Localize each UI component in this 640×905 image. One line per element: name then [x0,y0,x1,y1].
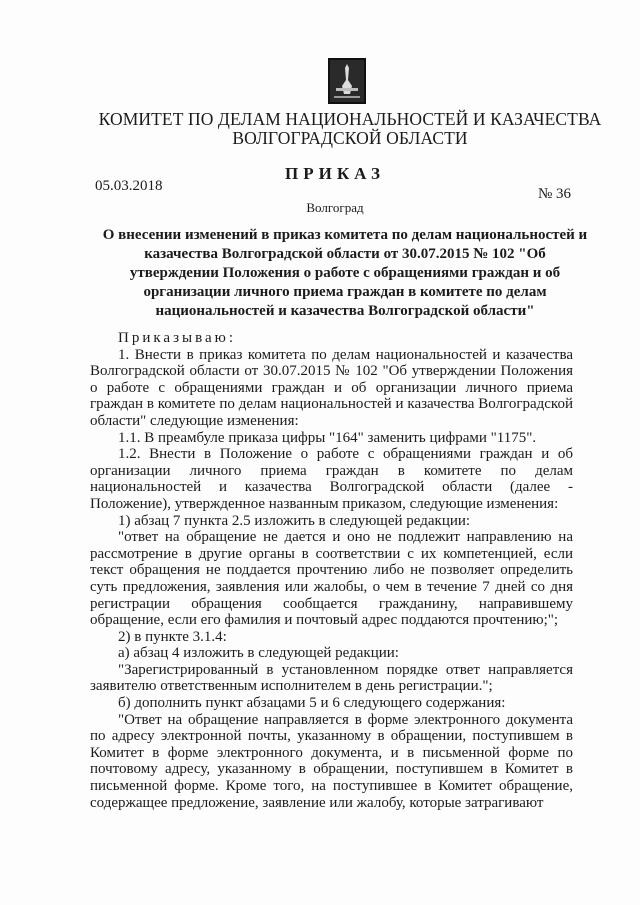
item-2a: а) абзац 4 изложить в следующей редакции: [118,645,399,662]
organization-name [90,110,610,148]
volgograd-emblem-icon [328,58,366,104]
org-line-2: ВОЛГОГРАДСКОЙ ОБЛАСТИ [232,128,468,148]
document-body [90,330,573,811]
org-line-1: КОМИТЕТ ПО ДЕЛАМ НАЦИОНАЛЬНОСТЕЙ И КАЗАЧЕСТВА [98,109,602,129]
title-line: О внесении изменений в приказ комитета по делам национальностей и [102,227,588,243]
document-title [95,226,595,321]
title-line: утверждении Положения о работе с обращениями граждан и об [129,265,561,281]
document-number: № 36 [538,186,572,202]
document-type: ПРИКАЗ [285,164,385,183]
document-date: 05.03.2018 [95,178,163,194]
order-word: Приказываю: [118,330,236,346]
paragraph-1-1: 1.1. В преамбуле приказа цифры "164" заменить цифрами "1175". [118,429,537,446]
item-1: 1) абзац 7 пункта 2.5 изложить в следующей редакции: [118,512,471,529]
title-line: национальностей и казачества Волгоградской области" [155,303,535,319]
item-2b: б) дополнить пункт абзацами 5 и 6 следующего содержания: [118,695,506,712]
quote-1: "ответ на обращение не дается и оно не подлежит направлению на рассмотрение в другие органы в соответствии с их компетенцией, если текст обращения не поддается прочтению либо не позволяет определить суть предложения, заявления или жалобы, о чем в течение 7 дней со дня регистрации обращения сообщается гражданину, направившему обращение, если его фамилия и почтовый адрес поддаются прочтению;"; [90,529,573,629]
quote-2: "Зарегистрированный в установленном порядке ответ направляется заявителю ответственным исполнителем в день регистрации."; [90,661,573,695]
quote-3: "Ответ на обращение направляется в форме электронного документа по адресу электронной почты, указанному в обращении, поступившем в Комитет в форме электронного документа, и в письменной форме по почтовому адресу, указанному в обращении, поступившем в Комитет в письменной форме. Кроме того, на поступившее в Комитет обращение, содержащее предложение, заявление или жалобу, которые затрагивают [90,711,573,811]
item-2: 2) в пункте 3.1.4: [118,628,227,645]
paragraph-1: 1. Внести в приказ комитета по делам национальностей и казачества Волгоградской области от 30.07.2015 № 102 "Об утверждении Положения о работе с обращениями граждан и об организации личного приема граждан в комитете по делам национальностей и казачества Волгоградской области" следующие изменения: [90,346,573,429]
document-city: Волгоград [306,200,364,215]
paragraph-1-2: 1.2. Внести в Положение о работе с обращениями граждан и об организации личного приема граждан в комитете по делам национальностей и казачества Волгоградской области (далее - Положение), утвержденное названным приказом, следующие изменения: [90,446,573,512]
title-line: организации личного приема граждан в комитете по делам [143,284,547,300]
title-line: казачества Волгоградской области от 30.07.2015 № 102 "Об [144,246,546,262]
